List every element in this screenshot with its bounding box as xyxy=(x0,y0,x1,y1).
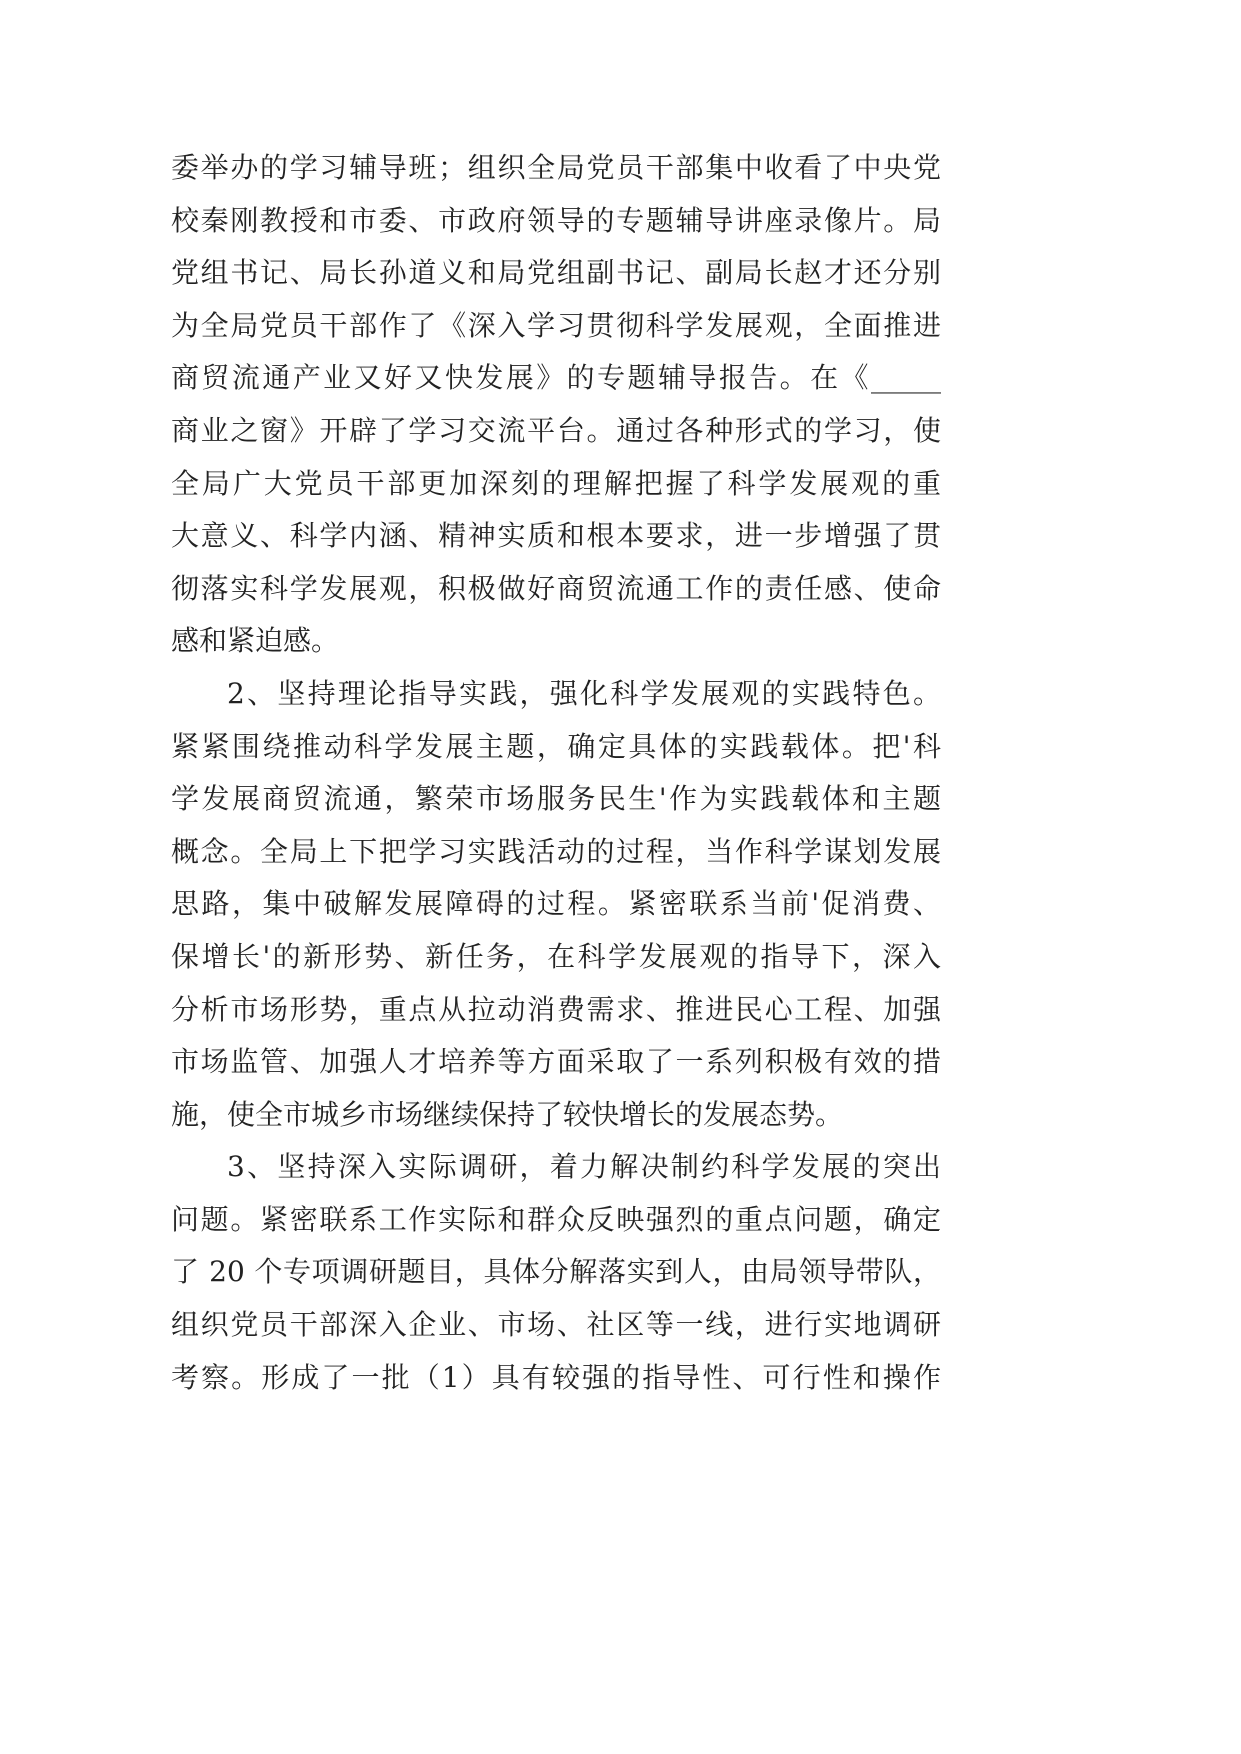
text-line: 学发展商贸流通，繁荣市场服务民生'作为实践载体和主题 xyxy=(171,782,941,816)
text-line: 商业之窗》开辟了学习交流平台。通过各种形式的学习，使 xyxy=(171,413,941,447)
paragraph-heading-3: 3、坚持深入实际调研，着力解决制约科学发展的突出 xyxy=(227,1150,941,1184)
text-line: 考察。形成了一批（1）具有较强的指导性、可行性和操作 xyxy=(171,1360,941,1394)
text-line: 大意义、科学内涵、精神实质和根本要求，进一步增强了贯 xyxy=(171,519,941,553)
text-line: 思路，集中破解发展障碍的过程。紧密联系当前'促消费、 xyxy=(171,887,941,921)
body-text xyxy=(171,142,941,1404)
text-line: 委举办的学习辅导班；组织全局党员干部集中收看了中央党 xyxy=(171,151,941,184)
text-line: 施，使全市城乡市场继续保持了较快增长的发展态势。 xyxy=(171,1097,844,1131)
text-line: 为全局党员干部作了《深入学习贯彻科学发展观，全面推进 xyxy=(171,308,941,342)
text-line: 彻落实科学发展观，积极做好商贸流通工作的责任感、使命 xyxy=(171,571,941,605)
text-line: 党组书记、局长孙道义和局党组副书记、副局长赵才还分别 xyxy=(171,256,941,290)
text-line: 市场监管、加强人才培养等方面采取了一系列积极有效的措 xyxy=(171,1045,941,1079)
text-line: 全局广大党员干部更加深刻的理解把握了科学发展观的重 xyxy=(171,466,941,500)
text-line: 感和紧迫感。 xyxy=(171,624,340,658)
text-line: 紧紧围绕推动科学发展主题，确定具体的实践载体。把'科 xyxy=(171,729,941,763)
text-line: 分析市场形势，重点从拉动消费需求、推进民心工程、加强 xyxy=(171,992,941,1026)
text-line: 商贸流通产业又好又快发展》的专题辅导报告。在《_____ xyxy=(171,361,941,395)
text-line: 校秦刚教授和市委、市政府领导的专题辅导讲座录像片。局 xyxy=(171,203,941,237)
paragraph-heading-2: 2、坚持理论指导实践，强化科学发展观的实践特色。 xyxy=(227,676,941,710)
text-line: 问题。紧密联系工作实际和群众反映强烈的重点问题，确定 xyxy=(171,1202,941,1236)
text-line: 保增长'的新形势、新任务，在科学发展观的指导下，深入 xyxy=(171,939,941,973)
text-line: 了 20 个专项调研题目，具体分解落实到人，由局领导带队， xyxy=(171,1255,941,1289)
text-line: 概念。全局上下把学习实践活动的过程，当作科学谋划发展 xyxy=(171,834,941,868)
text-line: 组织党员干部深入企业、市场、社区等一线，进行实地调研 xyxy=(171,1308,941,1342)
